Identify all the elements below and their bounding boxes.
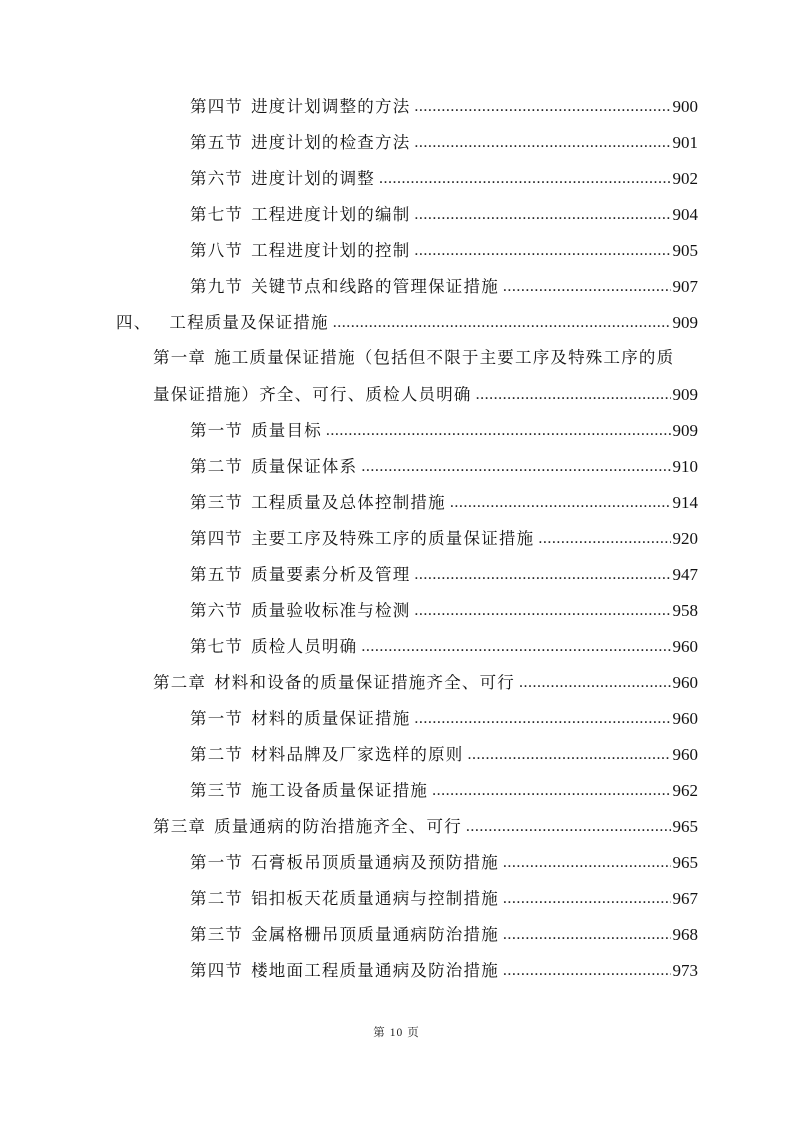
toc-entry-label: 第五节 — [190, 133, 244, 152]
toc-entry-title: 质量要素分析及管理 — [251, 565, 411, 584]
toc-entry-label: 四、 — [116, 313, 152, 332]
toc-entry-label: 第五节 — [190, 565, 244, 584]
toc-entry-label: 第二节 — [190, 889, 244, 908]
toc-entry-page: 962 — [672, 781, 698, 800]
toc-entry-title: 石膏板吊顶质量通病及预防措施 — [251, 853, 499, 872]
leader-dots — [503, 852, 671, 874]
toc-entry-title: 楼地面工程质量通病及防治措施 — [251, 961, 499, 980]
toc-entry[interactable] — [190, 484, 698, 514]
toc-entry-page: 958 — [672, 601, 698, 620]
leader-dots — [414, 708, 670, 730]
page-footer — [0, 1024, 793, 1040]
toc-entry[interactable] — [190, 196, 698, 226]
toc-entry-page: 947 — [672, 565, 698, 584]
toc-entry-page: 914 — [672, 493, 698, 512]
leader-dots — [414, 240, 670, 262]
toc-entry[interactable] — [190, 844, 698, 874]
toc-entry-label: 第三节 — [190, 925, 244, 944]
toc-entry-page: 901 — [672, 133, 698, 152]
toc-entry-page: 909 — [672, 385, 698, 404]
toc-entry-label: 第一章 — [153, 348, 207, 367]
footer-page-number: 10 — [389, 1027, 404, 1039]
toc-entry-label: 第四节 — [190, 97, 244, 116]
toc-entry-label: 第九节 — [190, 277, 244, 296]
toc-entry-page: 967 — [672, 889, 698, 908]
toc-entry-page: 909 — [672, 421, 698, 440]
toc-entry[interactable] — [190, 448, 698, 478]
toc-entry-title: 金属格栅吊顶质量通病防治措施 — [251, 925, 499, 944]
toc-entry-label: 第三节 — [190, 493, 244, 512]
toc-entry-chapter-line1[interactable] — [153, 347, 674, 369]
toc-entry-page: 900 — [672, 97, 698, 116]
toc-entry-page: 960 — [672, 673, 698, 692]
toc-entry[interactable] — [190, 124, 698, 154]
toc-entry-title: 材料品牌及厂家选样的原则 — [251, 745, 464, 764]
leader-dots — [503, 924, 671, 946]
leader-dots — [326, 420, 671, 442]
leader-dots — [503, 960, 671, 982]
toc-entry-page: 910 — [672, 457, 698, 476]
toc-entry[interactable] — [190, 700, 698, 730]
toc-entry-title: 进度计划调整的方法 — [251, 97, 411, 116]
toc-entry-chapter-line2[interactable] — [153, 376, 698, 406]
toc-entry-page: 907 — [672, 277, 698, 296]
toc-entry-page: 960 — [672, 709, 698, 728]
toc-entry-title: 铝扣板天花质量通病与控制措施 — [251, 889, 499, 908]
toc-entry[interactable] — [190, 232, 698, 262]
leader-dots — [361, 456, 670, 478]
toc-entry-title: 主要工序及特殊工序的质量保证措施 — [251, 529, 535, 548]
leader-dots — [468, 744, 671, 766]
toc-entry[interactable] — [190, 628, 698, 658]
leader-dots — [414, 564, 670, 586]
toc-entry[interactable] — [190, 772, 698, 802]
toc-entry-page: 902 — [672, 169, 698, 188]
toc-entry-title: 工程质量及总体控制措施 — [251, 493, 446, 512]
toc-entry-page: 905 — [672, 241, 698, 260]
toc-entry-label: 第一节 — [190, 709, 244, 728]
leader-dots — [379, 168, 670, 190]
toc-entry[interactable] — [190, 520, 698, 550]
toc-entry[interactable] — [190, 952, 698, 982]
leader-dots — [503, 276, 671, 298]
toc-entry-page: 904 — [672, 205, 698, 224]
toc-entry-label: 第二节 — [190, 457, 244, 476]
toc-entry[interactable] — [190, 268, 698, 298]
toc-entry-label: 第三章 — [153, 817, 207, 836]
leader-dots — [414, 96, 670, 118]
toc-entry-title: 质量保证体系 — [251, 457, 358, 476]
leader-dots — [503, 888, 671, 910]
toc-entry-title: 关键节点和线路的管理保证措施 — [251, 277, 499, 296]
footer-suffix: 页 — [407, 1025, 420, 1039]
toc-entry-label: 第六节 — [190, 601, 244, 620]
toc-entry-title: 工程进度计划的控制 — [251, 241, 411, 260]
toc-entry-title: 质量验收标准与检测 — [251, 601, 411, 620]
toc-entry-label: 第三节 — [190, 781, 244, 800]
toc-entry-page: 965 — [672, 817, 698, 836]
toc-entry-label: 第八节 — [190, 241, 244, 260]
toc-entry-title: 进度计划的调整 — [251, 169, 376, 188]
toc-entry-page: 973 — [672, 961, 698, 980]
toc-entry-title: 质检人员明确 — [251, 637, 358, 656]
toc-entry-part[interactable] — [116, 304, 698, 334]
leader-dots — [450, 492, 671, 514]
toc-entry-label: 第四节 — [190, 529, 244, 548]
toc-entry-title: 材料和设备的质量保证措施齐全、可行 — [214, 673, 516, 692]
toc-entry-label: 第一节 — [190, 853, 244, 872]
toc-entry-page: 968 — [672, 925, 698, 944]
toc-entry-label: 第七节 — [190, 205, 244, 224]
toc-entry[interactable] — [190, 592, 698, 622]
toc-entry-title: 工程质量及保证措施 — [169, 313, 329, 332]
toc-entry-page: 960 — [672, 745, 698, 764]
toc-entry[interactable] — [190, 88, 698, 118]
leader-dots — [333, 312, 671, 334]
toc-entry[interactable] — [190, 880, 698, 910]
toc-entry-label: 第六节 — [190, 169, 244, 188]
leader-dots — [432, 780, 670, 802]
toc-entry-chapter[interactable] — [153, 808, 698, 838]
toc-entry-title: 量保证措施）齐全、可行、质检人员明确 — [153, 385, 472, 404]
toc-entry[interactable] — [190, 412, 698, 442]
toc-entry-chapter[interactable] — [153, 664, 698, 694]
toc-entry-title: 工程进度计划的编制 — [251, 205, 411, 224]
toc-entry-page: 909 — [672, 313, 698, 332]
toc-entry-title: 质量通病的防治措施齐全、可行 — [214, 817, 462, 836]
toc-entry[interactable] — [190, 916, 698, 946]
leader-dots — [466, 816, 671, 838]
leader-dots — [414, 600, 670, 622]
leader-dots — [414, 204, 670, 226]
toc-entry-label: 第二章 — [153, 673, 207, 692]
toc-entry-label: 第四节 — [190, 961, 244, 980]
toc-entry-label: 第一节 — [190, 421, 244, 440]
footer-prefix: 第 — [373, 1025, 386, 1039]
leader-dots — [476, 384, 671, 406]
toc-entry-title: 进度计划的检查方法 — [251, 133, 411, 152]
leader-dots — [414, 132, 670, 154]
toc-entry[interactable] — [190, 160, 698, 190]
toc-entry-label: 第二节 — [190, 745, 244, 764]
toc-entry[interactable] — [190, 556, 698, 586]
leader-dots — [361, 636, 670, 658]
toc-entry-title: 施工质量保证措施（包括但不限于主要工序及特殊工序的质 — [214, 348, 675, 367]
toc-entry[interactable] — [190, 736, 698, 766]
toc-entry-title: 施工设备质量保证措施 — [251, 781, 429, 800]
toc-entry-page: 920 — [672, 529, 698, 548]
toc-entry-page: 965 — [672, 853, 698, 872]
toc-entry-title: 材料的质量保证措施 — [251, 709, 411, 728]
toc-entry-title: 质量目标 — [251, 421, 322, 440]
toc-entry-label: 第七节 — [190, 637, 244, 656]
leader-dots — [538, 528, 670, 550]
toc-entry-page: 960 — [672, 637, 698, 656]
leader-dots — [519, 672, 670, 694]
